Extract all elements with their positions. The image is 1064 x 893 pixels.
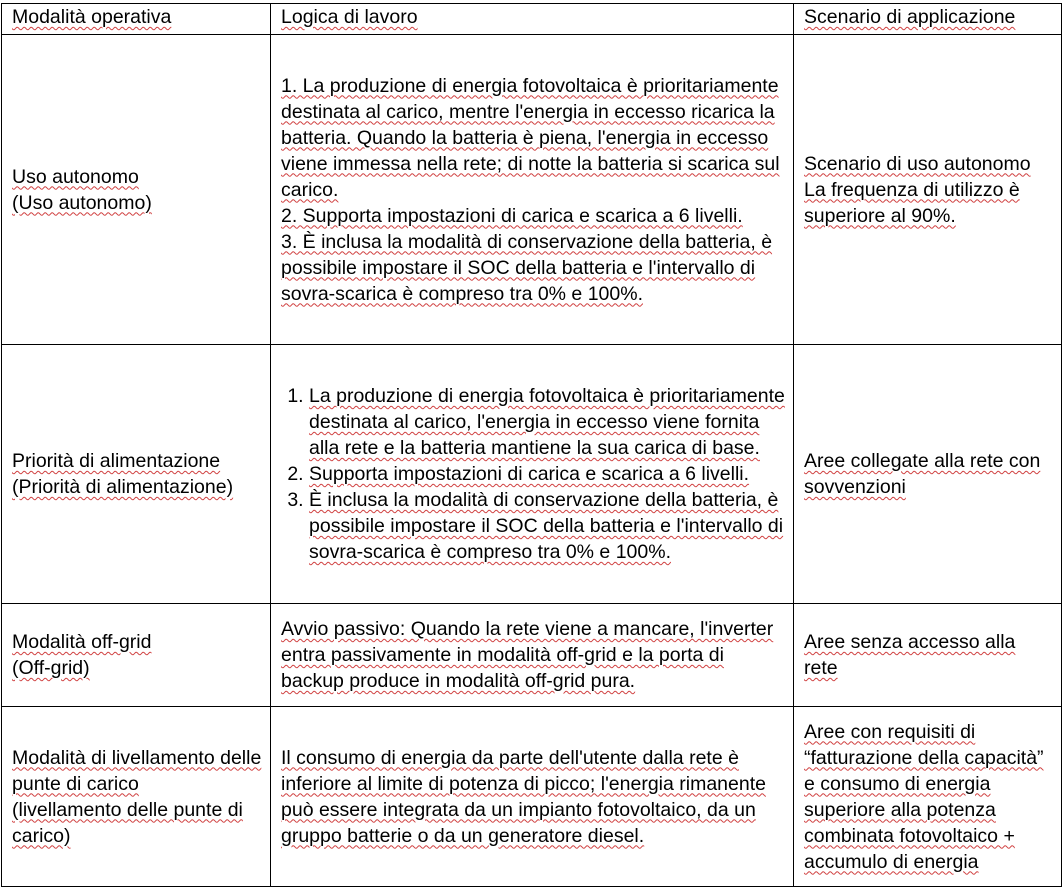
logic-text: Avvio passivo: Quando la rete viene a mancare, l'inverter entra passivamente in modalità off-grid e la porta di backup produce in modalità off-grid pura. — [281, 618, 774, 692]
header-scenario: Scenario di applicazione — [794, 4, 1062, 35]
mode-subname: (livellamento delle punte di carico) — [12, 798, 243, 847]
mode-cell — [2, 707, 271, 887]
logic-text: 1. La produzione di energia fotovoltaica è prioritariamente destinata al carico, mentre l'energia in eccesso ricarica la batteria. Quando la batteria è piena, l'energia in eccesso viene immessa nella rete; di notte la batteria si scarica sul carico. — [281, 74, 780, 201]
logic-cell — [271, 35, 794, 345]
logic-text: Il consumo di energia da parte dell'utente dalla rete è inferiore al limite di potenza di picco; l'energia rimanente può essere integrata da un impianto fotovoltaico, da un gruppo batterie o da un generatore diesel. — [281, 746, 766, 847]
mode-name: Uso autonomo — [12, 165, 139, 188]
header-row — [2, 4, 1062, 35]
mode-name: Modalità off-grid — [12, 631, 152, 653]
logic-text: 2. Supporta impostazioni di carica e scarica a 6 livelli. — [281, 204, 743, 227]
logic-cell — [271, 604, 794, 707]
mode-subname: (Uso autonomo) — [12, 191, 152, 214]
logic-cell — [271, 345, 794, 604]
scenario-cell — [794, 35, 1062, 345]
logic-text: 3. È inclusa la modalità di conservazione della batteria, è possibile impostare il SOC della batteria e l'intervallo di sovra-scarica è compreso tra 0% e 100%. — [281, 230, 773, 305]
table-row — [2, 604, 1062, 707]
scenario-text: Aree senza accesso alla rete — [804, 631, 1016, 679]
mode-name: Modalità di livellamento delle punte di carico — [12, 746, 262, 795]
scenario-cell — [794, 345, 1062, 604]
table-row — [2, 345, 1062, 604]
header-mode: Modalità operativa — [2, 4, 271, 35]
operating-modes-table — [1, 3, 1062, 887]
mode-cell — [2, 35, 271, 345]
scenario-text: Aree collegate alla rete con sovvenzioni — [804, 450, 1041, 498]
scenario-text: La frequenza di utilizzo è superiore al 90%. — [804, 178, 1020, 227]
list-item: 1. La produzione di energia fotovoltaica è prioritariamente destinata al carico, l'energia in eccesso viene fornita alla rete e la batteria mantiene la sua carica di base. — [309, 383, 785, 461]
mode-subname: (Priorità di alimentazione) — [12, 476, 234, 498]
list-item: 3. È inclusa la modalità di conservazione della batteria, è possibile impostare il SOC della batteria e l'intervallo di sovra-scarica è compreso tra 0% e 100%. — [309, 487, 785, 565]
scenario-text: Scenario di uso autonomo — [804, 152, 1031, 175]
mode-cell — [2, 604, 271, 707]
logic-list — [281, 383, 785, 565]
scenario-cell — [794, 604, 1062, 707]
list-item: 2. Supporta impostazioni di carica e scarica a 6 livelli. — [309, 461, 785, 487]
mode-subname: (Off-grid) — [12, 657, 90, 679]
table-row — [2, 35, 1062, 345]
scenario-text: Aree con requisiti di “fatturazione della capacità” e consumo di energia superiore alla potenza combinata fotovoltaico + accumulo di energia — [804, 720, 1044, 873]
logic-cell — [271, 707, 794, 887]
scenario-cell — [794, 707, 1062, 887]
mode-name: Priorità di alimentazione — [12, 450, 221, 472]
header-logic: Logica di lavoro — [271, 4, 794, 35]
mode-cell — [2, 345, 271, 604]
table-row — [2, 707, 1062, 887]
